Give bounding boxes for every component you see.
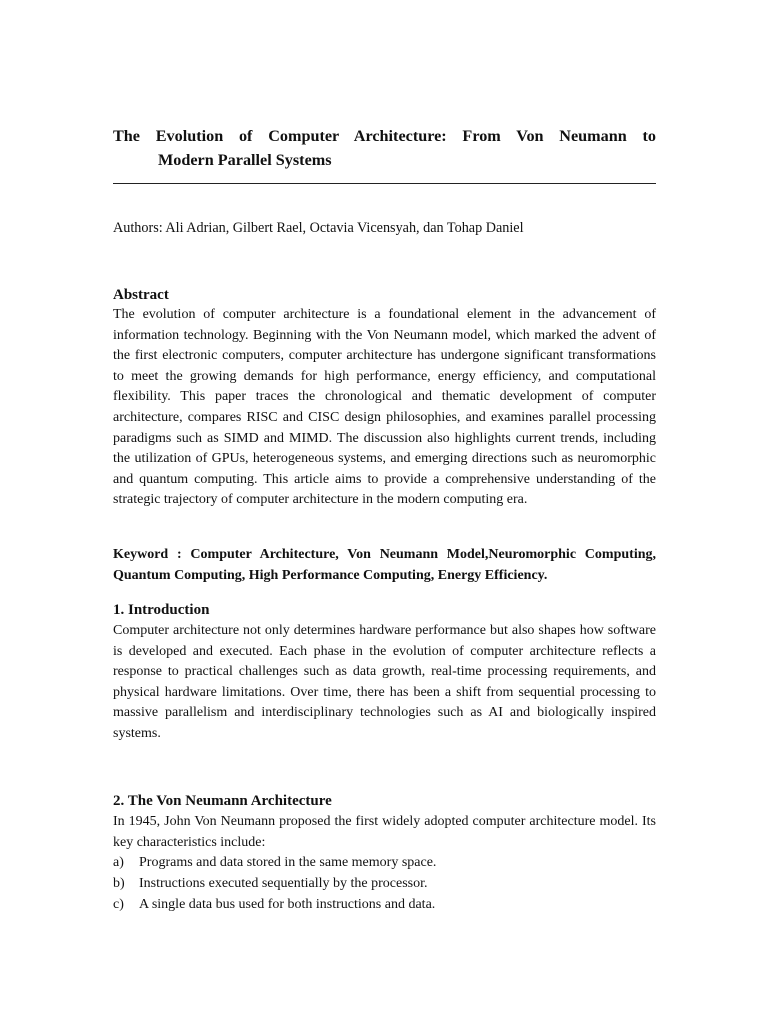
paper-title [113, 124, 656, 172]
keywords-line-2: Quantum Computing, High Performance Computing, Energy Efficiency. [113, 568, 548, 583]
keywords [113, 544, 656, 586]
list-marker: c) [113, 896, 124, 912]
list-item [113, 895, 656, 916]
paper-title-line-2: Modern Parallel Systems [158, 151, 332, 169]
abstract-heading: Abstract [113, 287, 169, 303]
list-item [113, 874, 656, 895]
list-item-text: A single data bus used for both instructions and data. [139, 896, 436, 912]
keywords-line-1: Keyword : Computer Architecture, Von Neumann Model,Neuromorphic Computing, [113, 547, 656, 562]
paper-title-line-1: The Evolution of Computer Architecture: From Von Neumann to [113, 127, 656, 145]
von-neumann-text: In 1945, John Von Neumann proposed the first widely adopted computer architecture model. Its key characteristics include: [113, 814, 656, 850]
von-neumann-heading: 2. The Von Neumann Architecture [113, 793, 332, 809]
list-item-text: Instructions executed sequentially by the processor. [139, 875, 428, 891]
characteristics-list [113, 853, 656, 915]
abstract-text: The evolution of computer architecture is a foundational element in the advancement of information technology. Beginning with the Von Neumann model, which marked the advent of the first electronic computers, computer architecture has undergone significant transformations to meet the growing demands for high performance, energy efficiency, and computational flexibility. This paper traces the chronological and thematic development of computer architecture, compares RISC and CISC design philosophies, and examines parallel processing paradigms such as SIMD and MIMD. The discussion also highlights current trends, including the utilization of GPUs, heterogeneous systems, and emerging directions such as neuromorphic and quantum computing. This article aims to provide a comprehensive understanding of the strategic trajectory of computer architecture in the modern computing era. [113, 307, 656, 508]
list-item [113, 853, 656, 874]
list-marker: b) [113, 875, 125, 891]
list-marker: a) [113, 855, 124, 870]
introduction-heading: 1. Introduction [113, 602, 210, 618]
list-item-text: Programs and data stored in the same memory space. [139, 855, 437, 870]
authors-line: Authors: Ali Adrian, Gilbert Rael, Octavia Vicensyah, dan Tohap Daniel [113, 220, 524, 236]
title-divider [113, 183, 656, 184]
introduction-text: Computer architecture not only determines hardware performance but also shapes how software is developed and executed. Each phase in the evolution of computer architecture reflects a response to practical challenges such as data growth, real-time processing requirements, and physical hardware limitations. Over time, there has been a shift from sequential processing to massive parallelism and interdisciplinary technologies such as AI and biologically inspired systems. [113, 623, 656, 741]
